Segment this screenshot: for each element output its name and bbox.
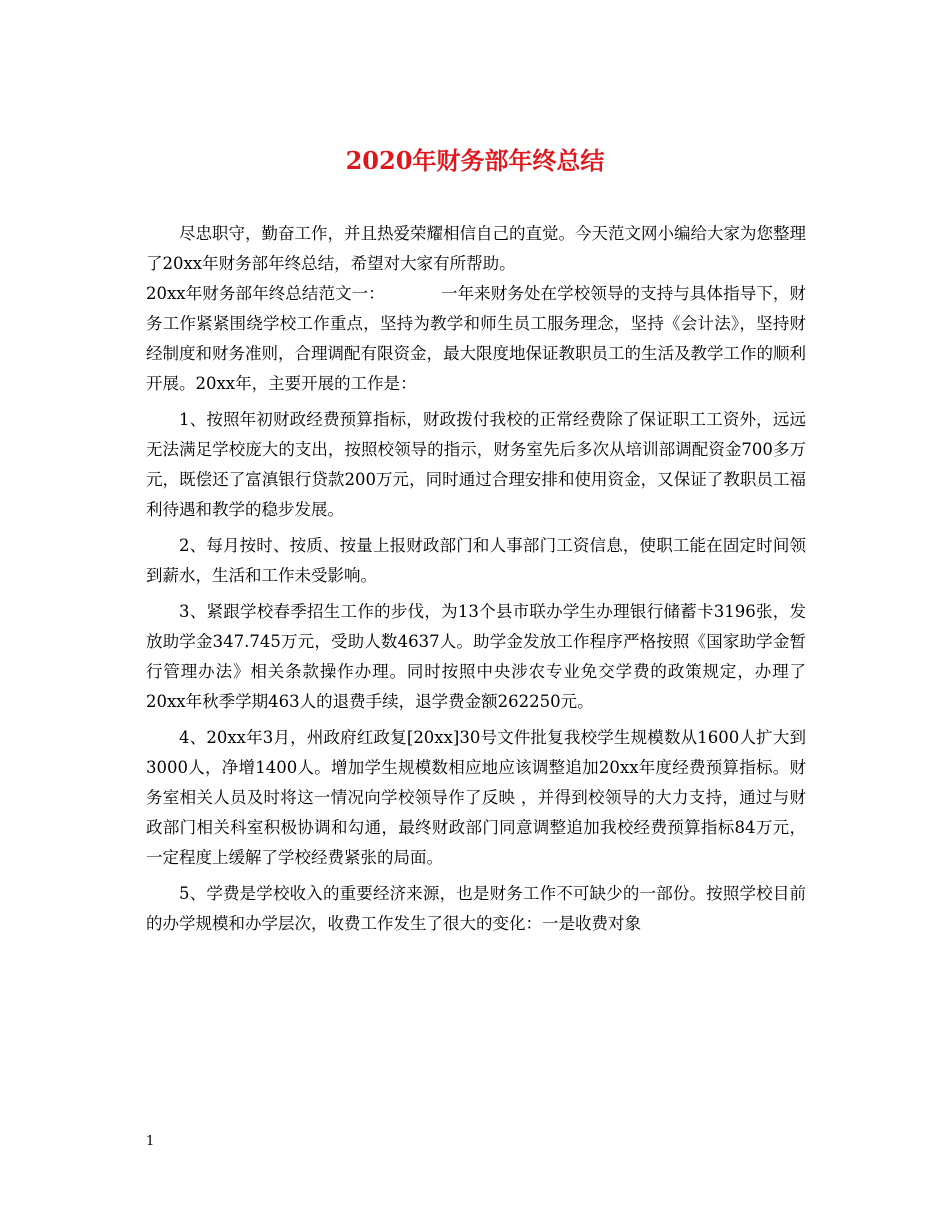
section-paragraph [146, 279, 806, 399]
document-title: 2020年财务部年终总结 [345, 146, 605, 175]
intro-paragraph: 尽忠职守，勤奋工作，并且热爱荣耀相信自己的直觉。今天范文网小编给大家为您整理了20xx年财务部年终总结，希望对大家有所帮助。 [146, 224, 806, 273]
section-text: 一年来财务处在学校领导的支持与具体指导下，财务工作紧紧围绕学校工作重点，坚持为教学和师生员工服务理念，坚持《会计法》，坚持财经制度和财务准则，合理调配有限资金，最大限度地保证教职员工的生活及教学工作的顺利开展。20xx年，主要开展的工作是： [146, 284, 807, 393]
page-number: 1 [146, 1134, 155, 1149]
section-label: 20xx年财务部年终总结范文一： [146, 284, 385, 303]
list-item-2: 2、每月按时、按质、按量上报财政部门和人事部门工资信息，使职工能在固定时间领到薪水，生活和工作未受影响。 [146, 536, 806, 585]
list-item-3: 3、紧跟学校春季招生工作的步伐，为13个县市联办学生办理银行储蓄卡3196张，发放助学金347.745万元，受助人数4637人。助学金发放工作程序严格按照《国家助学金暂行管理办法》相关条款操作办理。同时按照中央涉农专业免交学费的政策规定，办理了20xx年秋季学期463人的退费手续，退学费金额262250元。 [146, 602, 806, 711]
list-item-4: 4、20xx年3月，州政府红政复[20xx]30号文件批复我校学生规模数从1600人扩大到3000人，净增1400人。增加学生规模数相应地应该调整追加20xx年度经费预算指标。财务室相关人员及时将这一情况向学校领导作了反映 ，并得到校领导的大力支持，通过与财政部门相关科室积极协调和勾通，最终财政部门同意调整追加我校经费预算指标84万元，一定程度上缓解了学校经费紧张的局面。 [146, 728, 806, 867]
list-item-1: 1、按照年初财政经费预算指标，财政拨付我校的正常经费除了保证职工工资外，远远无法满足学校庞大的支出，按照校领导的指示，财务室先后多次从培训部调配资金700多万元，既偿还了富滇银行贷款200万元，同时通过合理安排和使用资金，又保证了教职员工福利待遇和教学的稳步发展。 [146, 410, 806, 519]
list-item-5: 5、学费是学校收入的重要经济来源，也是财务工作不可缺少的一部份。按照学校目前的办学规模和办学层次，收费工作发生了很大的变化：一是收费对象 [146, 884, 806, 933]
document-body [146, 219, 806, 939]
